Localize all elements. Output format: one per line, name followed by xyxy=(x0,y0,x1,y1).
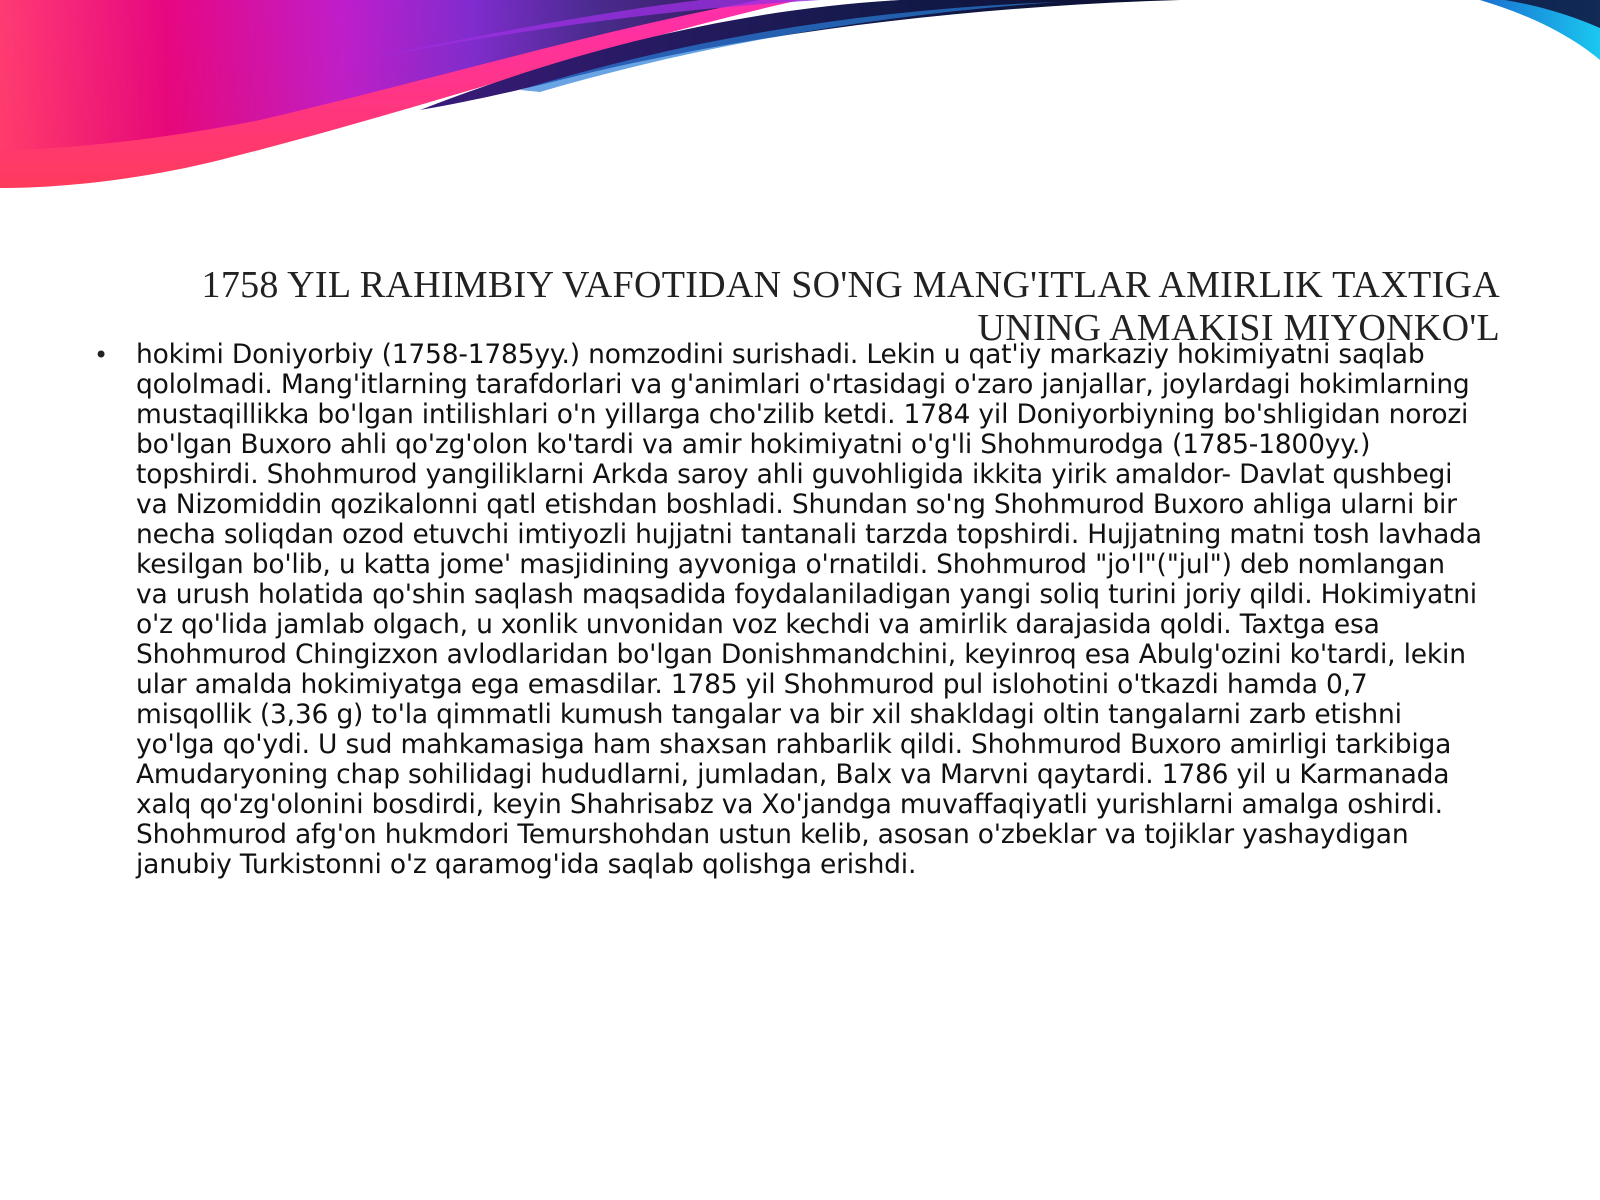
slide-title: 1758 YIL RAHIMBIY VAFOTIDAN SO'NG MANG'ITLAR AMIRLIK TAXTIGA UNING AMAKISI MIYONKO'L xyxy=(201,264,1500,349)
bullet-item xyxy=(94,340,1484,880)
decorative-header-swoosh xyxy=(0,0,1600,200)
bullet-dot-icon: • xyxy=(94,341,108,369)
bullet-list xyxy=(94,340,1484,880)
bullet-text: hokimi Doniyorbiy (1758-1785yy.) nomzodini surishadi. Lekin u qat'iy markaziy hokimiyatni saqlab qololmadi. Mang'itlarning tarafdorlari va g'animlari o'rtasidagi o'zaro janjallar, joylardagi hokimlarning mustaqillikka bo'lgan intilishlari o'n yillarga cho'zilib ketdi. 1784 yil Doniyorbiyning bo'shligidan norozi bo'lgan Buxoro ahli qo'zg'olon ko'tardi va amir hokimiyatni o'g'li Shohmurodga (1785-1800yy.) topshirdi. Shohmurod yangiliklarni Arkda saroy ahli guvohligida ikkita yirik amaldor- Davlat qushbegi va Nizomiddin qozikalonni qatl etishdan boshladi. Shundan so'ng Shohmurod Buxoro ahliga ularni bir necha soliqdan ozod etuvchi imtiyozli hujjatni tantanali tarzda topshirdi. Hujjatning matni tosh lavhada kesilgan bo'lib, u katta jome' masjidining ayvoniga o'rnatildi. Shohmurod "jo'l"("jul") deb nomlangan va urush holatida qo'shin saqlash maqsadida foydalaniladigan yangi soliq turini joriy qildi. Hokimiyatni o'z qo'lida jamlab olgach, u xonlik unvonidan voz kechdi va amirlik darajasida qoldi. Taxtga esa Shohmurod Chingizxon avlodlaridan bo'lgan Donishmandchini, keyinroq esa Abulg'ozini ko'tardi, lekin ular amalda hokimiyatga ega emasdilar. 1785 yil Shohmurod pul islohotini o'tkazdi hamda 0,7 misqollik (3,36 g) to'la qimmatli kumush tangalar va bir xil shakldagi oltin tangalarni zarb etishni yo'lga qo'ydi. U sud mahkamasiga ham shaxsan rahbarlik qildi. Shohmurod Buxoro amirligi tarkibiga Amudaryoning chap sohilidagi hududlarni, jumladan, Balx va Marvni qaytardi. 1786 yil u Karmanada xalq qo'zg'olonini bosdirdi, keyin Shahrisabz va Xo'jandga muvaffaqiyatli yurishlarni amalga oshirdi. Shohmurod afg'on hukmdori Temurshohdan ustun kelib, asosan o'zbeklar va tojiklar yashaydigan janubiy Turkistonni o'z qaramog'ida saqlab qolishga erishdi. xyxy=(136,339,1482,880)
